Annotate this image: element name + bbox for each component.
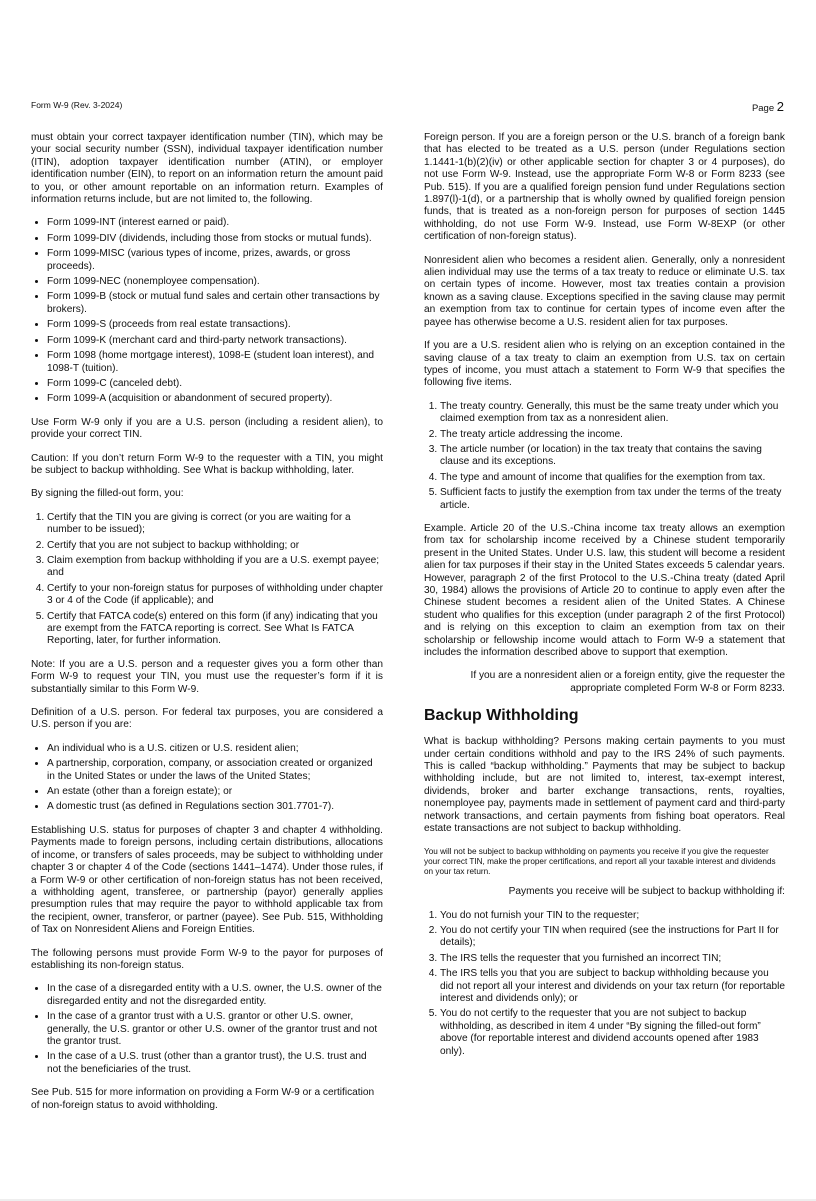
list-item: 4. The type and amount of income that qualifies for the exemption from tax. — [440, 472, 785, 484]
form-identifier: Form W-9 (Rev. 3-2024) — [31, 100, 123, 110]
list-item: 3. The article number (or location) in the tax treaty that contains the saving clause and its exceptions. — [440, 444, 785, 469]
signing-intro: By signing the filled-out form, you: — [31, 488, 184, 500]
list-item: • In the case of a disregarded entity with a U.S. owner, the U.S. owner of the disregarded entity and not the disregarded entity. — [47, 983, 383, 1008]
list-item: 4. The IRS tells you that you are subject to backup withholding because you did not report all your interest and dividends on your tax return (for reportable interest and dividends only); or — [440, 968, 785, 1005]
list-item: • Form 1099-B (stock or mutual fund sales and certain other transactions by brokers). — [47, 291, 383, 316]
information-returns-list — [31, 217, 383, 405]
following-persons-paragraph: The following persons must provide Form W-9 to the payor for purposes of establishing its non-foreign status. — [31, 947, 383, 971]
us-person-list — [31, 743, 383, 814]
list-item: • Form 1099-A (acquisition or abandonment of secured property). — [47, 393, 383, 405]
backup-withholding-heading: Backup Withholding — [424, 707, 579, 725]
list-item: 2. You do not certify your TIN when required (see the instructions for Part II for details); — [440, 925, 785, 950]
what-is-bw-paragraph: What is backup withholding? Persons making certain payments to you must under certain conditions withhold and pay to the IRS 24% of such payments. This is called “backup withholding.” Payments that may be subject to backup withholding include, but are not limited to, interest, tax-exempt interest, dividends, broker and barter exchange transactions, rents, royalties, nonemployee pay, payments made in settlement of payment card and third-party network transactions, and certain payments from fishing boat operators. Real estate transactions are not subject to backup withholding. — [424, 736, 785, 835]
nonresident-alien-paragraph: Nonresident alien who becomes a resident alien. Generally, only a nonresident alien individual may use the terms of a tax treaty to reduce or eliminate U.S. tax on certain types of income. However, most tax treaties contain a provision known as a saving clause. Exceptions specified in the saving clause may permit an exemption from tax to continue for certain types of income even after the payee has otherwise become a U.S. resident alien for tax purposes. — [424, 254, 785, 328]
list-item: 5. Sufficient facts to justify the exemption from tax under the terms of the treaty article. — [440, 487, 785, 512]
right-column — [424, 132, 785, 1069]
list-item: 1. The treaty country. Generally, this must be the same treaty under which you claimed exemption from tax as a nonresident alien. — [440, 401, 785, 426]
list-item: • A domestic trust (as defined in Regulations section 301.7701-7). — [47, 801, 383, 813]
list-item: 2. The treaty article addressing the income. — [440, 429, 785, 441]
list-item: • A partnership, corporation, company, or association created or organized in the United States or under the laws of the United States; — [47, 758, 383, 783]
definition-paragraph: Definition of a U.S. person. For federal tax purposes, you are considered a U.S. person if you are: — [31, 707, 383, 731]
backup-withholding-conditions-list — [424, 910, 785, 1058]
foreign-person-paragraph: Foreign person. If you are a foreign person or the U.S. branch of a foreign bank that has elected to be treated as a U.S. person (under Regulations section 1.1441-1(b)(2)(iv) or other applicable section for chapter 3 or 4 purposes), do not use Form W-9. Instead, use the appropriate Form W-8 or Form 8233 (see Pub. 515). If you are a qualified foreign pension fund under Regulations section 1.897(l)-1(d), or a partnership that is wholly owned by qualified foreign pension funds, that is treated as a non-foreign person for purposes of section 1445 withholding, do not use Form W-9. Instead, use Form W-8EXP (or other certification of non-foreign status). — [424, 132, 785, 243]
left-column — [31, 132, 383, 1123]
list-item: 4. Certify to your non-foreign status for purposes of withholding under chapter 3 or 4 of the Code (if applicable); and — [47, 583, 383, 608]
page-label: Page — [751, 103, 775, 114]
page-number — [752, 99, 784, 114]
list-item: 1. Certify that the TIN you are giving is correct (or you are waiting for a number to be issued); — [47, 512, 383, 537]
list-item: 3. The IRS tells the requester that you furnished an incorrect TIN; — [440, 953, 785, 965]
establishing-paragraph: Establishing U.S. status for purposes of chapter 3 and chapter 4 withholding. Payments made to foreign persons, including certain distributions, allocations of income, or transfers of sales proceeds, may be subject to withholding under chapter 3 or chapter 4 of the Code (sections 1441–1474). Under those rules, if a Form W-9 or other certification of non-foreign status has not been received, a withholding agent, transferee, or partnership (payor) generally applies presumption rules that may require the payor to withhold applicable tax from the recipient, owner, transferor, or partner (payee). See Pub. 515, Withholding of Tax on Nonresident Aliens and Foreign Entities. — [31, 824, 383, 936]
list-item: • Form 1099-INT (interest earned or paid). — [47, 217, 383, 229]
list-item: • An individual who is a U.S. citizen or U.S. resident alien; — [47, 743, 383, 755]
list-item: • Form 1099-C (canceled debt). — [47, 378, 383, 390]
list-item: • In the case of a U.S. trust (other than a grantor trust), the U.S. trust and not the beneficiaries of the trust. — [47, 1051, 383, 1076]
list-item: • Form 1098 (home mortgage interest), 1098-E (student loan interest), and 1098-T (tuition). — [47, 350, 383, 375]
use-only-paragraph: Use Form W-9 only if you are a U.S. person (including a resident alien), to provide your correct TIN. — [31, 416, 383, 441]
caution-paragraph: Caution: If you don’t return Form W-9 to the requester with a TIN, you might be subject to backup withholding. See What is backup withholding, later. — [31, 452, 383, 476]
list-item: 2. Certify that you are not subject to backup withholding; or — [47, 540, 383, 552]
payments-subject-paragraph: Payments you receive will be subject to backup withholding if: — [508, 886, 785, 898]
nonresident-give-paragraph: If you are a nonresident alien or a foreign entity, give the requester the appropriate completed Form W-8 or Form 8233. — [470, 670, 785, 694]
list-item: • Form 1099-NEC (nonemployee compensation). — [47, 276, 383, 288]
see-pub-paragraph: See Pub. 515 for more information on providing a Form W-9 or a certification of non-foreign status to avoid withholding. — [31, 1087, 375, 1111]
list-item: • In the case of a grantor trust with a U.S. grantor or other U.S. owner, generally, the U.S. grantor or other U.S. owner of the grantor trust and not the grantor trust. — [47, 1011, 383, 1048]
list-item: 1. You do not furnish your TIN to the requester; — [440, 910, 785, 922]
list-item: 5. Certify that FATCA code(s) entered on this form (if any) indicating that you are exempt from the FATCA reporting is correct. See What Is FATCA Reporting, later, for further information. — [47, 611, 383, 648]
list-item: 5. You do not certify to the requester that you are not subject to backup withholding, as described in item 4 under “By signing the filled-out form” above (for reportable interest and dividend accounts opened after 1983 only). — [440, 1008, 785, 1058]
intro-paragraph: must obtain your correct taxpayer identification number (TIN), which may be your social security number (SSN), individual taxpayer identification number (ITIN), adoption taxpayer identification number (ATIN), or employer identification number (EIN), to report on an information return the amount paid to you, or other amount reportable on an information return. Examples of information returns include, but are not limited to, the following. — [31, 132, 383, 206]
resident-alien-paragraph: If you are a U.S. resident alien who is relying on an exception contained in the saving clause of a tax treaty to claim an exemption from U.S. tax on certain types of income, you must attach a statement to Form W-9 that specifies the following five items. — [424, 340, 785, 389]
not-subject-paragraph: You will not be subject to backup withholding on payments you receive if you give the requester your correct TIN, make the proper certifications, and report all your taxable interest and dividends on your tax return. — [424, 846, 776, 876]
list-item: 3. Claim exemption from backup withholding if you are a U.S. exempt payee; and — [47, 555, 383, 580]
example-paragraph: Example. Article 20 of the U.S.-China income tax treaty allows an exemption from tax for scholarship income received by a Chinese student temporarily present in the United States. Under U.S. law, this student will become a resident alien for tax purposes if their stay in the United States exceeds 5 calendar years. However, paragraph 2 of the first Protocol to the U.S.-China treaty (dated April 30, 1984) allows the provisions of Article 20 to continue to apply even after the Chinese student becomes a resident alien of the United States. A Chinese student who qualifies for this exception (under paragraph 2 of the first Protocol) and is relying on this exception to claim an exemption from tax on their scholarship or fellowship income would attach to Form W-9 a statement that includes the information described above to support that exemption. — [424, 522, 785, 659]
list-item: • Form 1099-S (proceeds from real estate transactions). — [47, 319, 383, 331]
list-item: • Form 1099-K (merchant card and third-party network transactions). — [47, 335, 383, 347]
signing-list — [31, 512, 383, 648]
list-item: • Form 1099-DIV (dividends, including those from stocks or mutual funds). — [47, 233, 383, 245]
page-number-value: 2 — [776, 99, 784, 114]
five-items-list — [424, 401, 785, 512]
persons-list — [31, 983, 383, 1076]
list-item: • Form 1099-MISC (various types of income, prizes, awards, or gross proceeds). — [47, 248, 383, 273]
note-paragraph: Note: If you are a U.S. person and a requester gives you a form other than Form W-9 to request your TIN, you must use the requester’s form if it is substantially similar to this Form W-9. — [31, 658, 383, 695]
list-item: • An estate (other than a foreign estate); or — [47, 786, 383, 798]
